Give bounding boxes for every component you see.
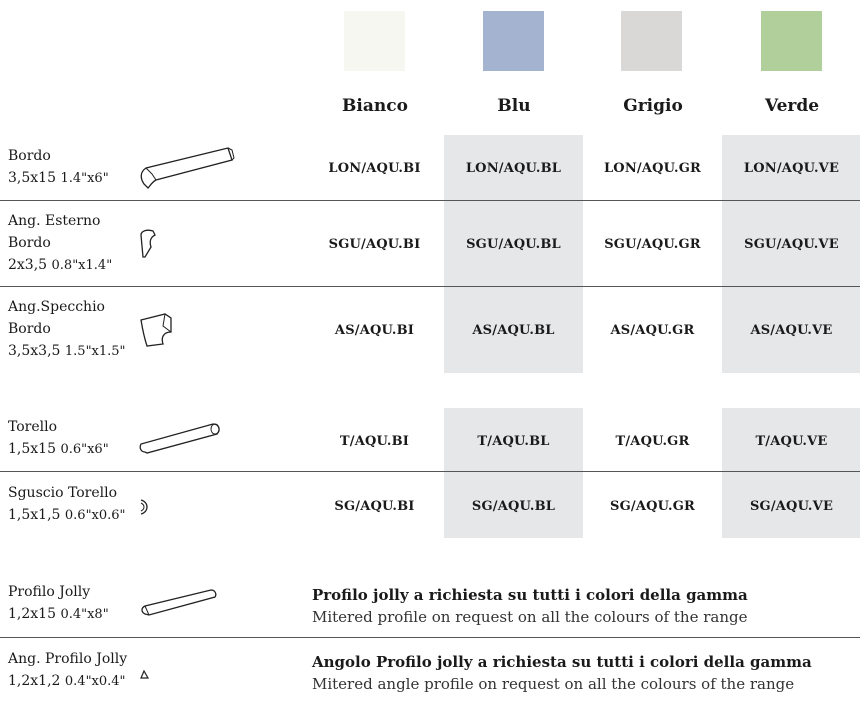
verde-column-shade-lower — [722, 408, 860, 538]
row-divider — [0, 286, 860, 287]
row-name: Torello — [8, 419, 58, 435]
blu-column-shade-lower — [444, 408, 583, 538]
row-imperial: 0.4"x0.4" — [64, 674, 126, 689]
note-profilo-jolly — [312, 584, 748, 628]
row-label-ang-profilo-jolly — [8, 648, 127, 693]
code-cell: SG/AQU.BL — [471, 499, 556, 514]
code-cell: T/AQU.BI — [339, 434, 410, 449]
note-english: Mitered angle profile on request on all the colours of the range — [312, 675, 795, 693]
code-cell: SG/AQU.VE — [749, 499, 834, 514]
swatch-verde — [761, 11, 822, 71]
sguscio-torello-icon — [140, 499, 150, 515]
profilo-jolly-icon — [141, 588, 217, 618]
row-label-bordo — [8, 145, 109, 190]
row-imperial: 0.4"x8" — [60, 607, 109, 622]
swatch-grigio — [621, 11, 682, 71]
swatch-bianco — [344, 11, 405, 71]
row-imperial: 1.4"x6" — [60, 171, 109, 186]
code-cell: LON/AQU.BL — [465, 161, 562, 176]
code-cell: SGU/AQU.GR — [604, 237, 701, 252]
row-name: Ang. Profilo Jolly — [8, 651, 128, 667]
row-label-torello — [8, 416, 109, 461]
row-imperial: 0.6"x0.6" — [64, 508, 126, 523]
row-name: Bordo — [8, 148, 51, 164]
code-cell: SGU/AQU.BL — [466, 237, 561, 252]
row-size: 3,5x15 — [8, 170, 56, 186]
row-size: 1,5x1,5 — [8, 507, 61, 523]
code-cell: SGU/AQU.VE — [744, 237, 839, 252]
row-name: Ang.Specchio — [8, 299, 105, 315]
row-size: 3,5x3,5 — [8, 343, 61, 359]
row-size: 1,5x15 — [8, 441, 56, 457]
column-header-blu: Blu — [497, 96, 531, 116]
row-label-ang-specchio-bordo — [8, 296, 126, 363]
code-cell: AS/AQU.BL — [472, 323, 555, 338]
column-header-verde: Verde — [764, 96, 820, 116]
row-name: Sguscio Torello — [8, 485, 117, 501]
code-cell: T/AQU.GR — [615, 434, 690, 449]
code-cell: AS/AQU.VE — [750, 323, 833, 338]
row-label-sguscio-torello — [8, 482, 126, 527]
code-cell: T/AQU.VE — [755, 434, 828, 449]
ang-esterno-bordo-icon — [139, 229, 157, 259]
row-divider — [0, 200, 860, 201]
row-label-profilo-jolly — [8, 581, 109, 626]
column-header-bianco: Bianco — [342, 96, 408, 116]
note-english: Mitered profile on request on all the colours of the range — [312, 608, 748, 626]
column-header-grigio: Grigio — [623, 96, 683, 116]
row-size: 1,2x15 — [8, 606, 56, 622]
code-cell: AS/AQU.BI — [334, 323, 415, 338]
row-imperial: 0.6"x6" — [60, 442, 109, 457]
code-cell: LON/AQU.BI — [328, 161, 421, 176]
code-cell: LON/AQU.VE — [743, 161, 840, 176]
code-cell: T/AQU.BL — [477, 434, 550, 449]
code-cell: AS/AQU.GR — [610, 323, 695, 338]
ang-profilo-jolly-icon — [140, 670, 149, 679]
note-ang-profilo-jolly — [312, 651, 812, 695]
swatch-blu — [483, 11, 544, 71]
torello-profile-icon — [139, 422, 221, 456]
bordo-profile-icon — [136, 144, 234, 190]
code-cell: LON/AQU.GR — [603, 161, 702, 176]
row-imperial: 1.5"x1.5" — [64, 344, 126, 359]
row-name: Bordo — [8, 321, 51, 337]
row-divider — [0, 471, 860, 472]
row-size: 2x3,5 — [8, 257, 48, 273]
code-cell: SG/AQU.GR — [609, 499, 696, 514]
code-cell: SG/AQU.BI — [334, 499, 415, 514]
row-name: Bordo — [8, 235, 51, 251]
ang-specchio-bordo-icon — [139, 312, 175, 348]
code-cell: SGU/AQU.BI — [328, 237, 421, 252]
row-divider — [0, 637, 860, 638]
row-name: Ang. Esterno — [8, 213, 101, 229]
note-italian: Angolo Profilo jolly a richiesta su tutti i colori della gamma — [312, 653, 812, 671]
row-size: 1,2x1,2 — [8, 673, 61, 689]
row-name: Profilo Jolly — [8, 584, 91, 600]
note-italian: Profilo jolly a richiesta su tutti i colori della gamma — [312, 586, 748, 604]
row-imperial: 0.8"x1.4" — [51, 258, 113, 273]
row-label-ang-esterno-bordo — [8, 210, 112, 277]
